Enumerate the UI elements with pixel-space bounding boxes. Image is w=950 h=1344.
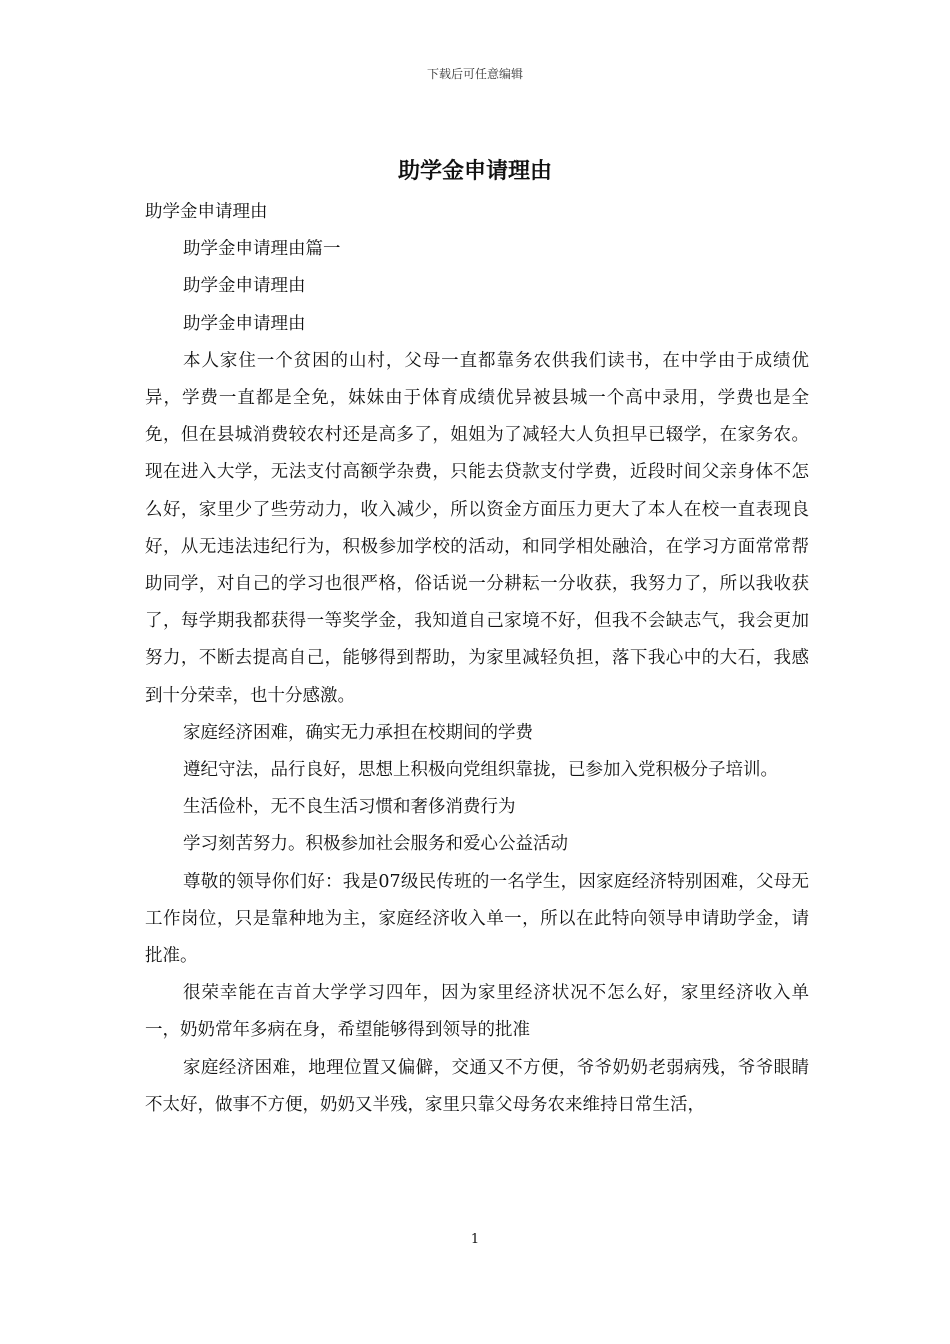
paragraph-section-heading: 助学金申请理由篇一 [183,239,341,260]
paragraph-body: 很荣幸能在吉首大学学习四年，因为家里经济状况不怎么好，家里经济收入单一，奶奶常年多病在身，希望能够得到领导的批准 [145,983,809,1041]
paragraph-body: 尊敬的领导你们好：我是07级民传班的一名学生，因家庭经济特别困难，父母无工作岗位，只是靠种地为主，家庭经济收入单一，所以在此特向领导申请助学金，请批准。 [145,871,809,967]
paragraph-body: 家庭经济困难，地理位置又偏僻，交通又不方便，爷爷奶奶老弱病残，爷爷眼睛不太好，做事不方便，奶奶又半残，家里只靠父母务农来维持日常生活， [145,1057,809,1115]
document-body [145,194,809,1124]
paragraph-body: 本人家住一个贫困的山村，父母一直都靠务农供我们读书，在中学由于成绩优异，学费一直都是全免，妹妹由于体育成绩优异被县城一个高中录用，学费也是全免，但在县城消费较农村还是高多了，姐姐为了减轻大人负担早已辍学，在家务农。现在进入大学，无法支付高额学杂费，只能去贷款支付学费，近段时间父亲身体不怎么好，家里少了些劳动力，收入减少，所以资金方面压力更大了本人在校一直表现良好，从无违法违纪行为，积极参加学校的活动，和同学相处融洽，在学习方面常常帮助同学，对自己的学习也很严格，俗话说一分耕耘一分收获，我努力了，所以我收获了，每学期我都获得一等奖学金，我知道自己家境不好，但我不会缺志气，我会更加努力，不断去提高自己，能够得到帮助，为家里减轻负担，落下我心中的大石，我感到十分荣幸，也十分感激。 [145,350,809,706]
paragraph-body: 学习刻苦努力。积极参加社会服务和爱心公益活动 [183,834,568,855]
paragraph-body: 生活俭朴，无不良生活习惯和奢侈消费行为 [183,797,516,818]
paragraph-body: 家庭经济困难，确实无力承担在校期间的学费 [183,722,533,743]
page-number: 1 [470,1232,480,1247]
paragraph-subtitle: 助学金申请理由 [145,202,268,222]
document-title: 助学金申请理由 [397,158,552,184]
paragraph-heading: 助学金申请理由 [183,313,306,334]
paragraph-body: 遵纪守法，品行良好，思想上积极向党组织靠拢，已参加入党积极分子培训。 [183,760,778,781]
paragraph-heading: 助学金申请理由 [183,276,306,297]
page-header: 下载后可任意编辑 [426,67,523,81]
